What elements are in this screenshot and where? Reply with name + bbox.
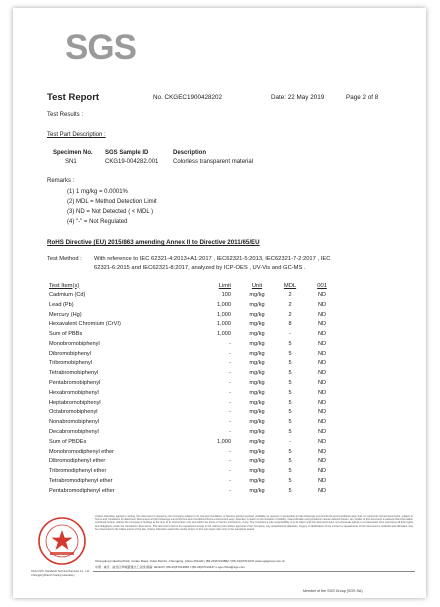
header-test-items: Test Item(s) — [49, 282, 80, 289]
footer-divider — [93, 571, 415, 572]
result-value: ND — [317, 458, 327, 465]
mdl-value: - — [289, 438, 291, 445]
unit-value: mg/kg — [249, 340, 265, 347]
test-item-name: Dibromodiphenyl ether — [49, 458, 106, 465]
limit-value: - — [229, 428, 231, 435]
mdl-value: 2 — [288, 301, 292, 308]
test-item-name: Sum of PBDEs — [49, 438, 87, 445]
unit-value: mg/kg — [249, 477, 265, 484]
test-item-name: Dibromobiphenyl — [49, 350, 91, 357]
limit-value: 100 — [221, 292, 231, 298]
result-value: ND — [317, 311, 327, 318]
results-row — [49, 467, 339, 477]
description-value: Colorless transparent material — [173, 159, 254, 165]
page-number: Page 2 of 8 — [346, 94, 379, 101]
unit-value: mg/kg — [249, 321, 265, 328]
test-item-name: Hexavalent Chromium (CrVI) — [49, 321, 121, 328]
mdl-value: 5 — [288, 458, 292, 465]
remark-item: (2) MDL = Method Detection Limit — [67, 199, 157, 205]
test-item-name: Hexabromobiphenyl — [49, 389, 99, 396]
header-mdl: MDL — [283, 282, 297, 289]
contact-address-en: Chongqing Industrial Park, Cuitao Road, Yubei District, Chongqing, China 401120 t (86-23)67013882 f (86-23)67013247 www.sgsgroup.com.cn — [95, 559, 286, 563]
mdl-value: 5 — [288, 340, 292, 347]
seal-stamp — [36, 515, 88, 567]
test-item-name: Cadmium (Cd) — [49, 292, 86, 298]
test-item-name: Heptabromobiphenyl — [49, 399, 101, 406]
mdl-value: 5 — [288, 350, 292, 357]
test-item-name: Pentabromobiphenyl — [49, 380, 101, 387]
limit-value: - — [229, 340, 231, 347]
limit-value: - — [229, 477, 231, 484]
results-row — [49, 448, 339, 458]
mdl-value: 8 — [288, 321, 292, 328]
test-item-name: Mercury (Hg) — [49, 311, 82, 318]
results-header-row — [49, 280, 339, 291]
test-item-name: Monobromodiphenyl ether — [49, 448, 114, 455]
results-row — [49, 359, 339, 369]
results-row — [49, 408, 339, 418]
unit-value: mg/kg — [249, 301, 265, 308]
result-value: ND — [317, 350, 327, 357]
mdl-value: 2 — [288, 292, 292, 298]
limit-value: - — [229, 360, 231, 367]
test-item-name: Pentabromodiphenyl ether — [49, 487, 115, 494]
lab-name-cn: Chongqing Branch Testing Laboratory — [31, 574, 75, 577]
mdl-value: 5 — [288, 399, 292, 406]
mdl-value: 5 — [288, 468, 292, 475]
results-row — [49, 301, 339, 311]
result-value: ND — [317, 292, 327, 298]
sample-id-value: CKG19-004282.001 — [105, 159, 159, 165]
result-value: ND — [317, 448, 327, 455]
test-item-name: Monobromobiphenyl — [49, 340, 100, 347]
header-unit: Unit — [251, 282, 263, 289]
mdl-value: 5 — [288, 409, 292, 416]
method-label: Test Method : — [47, 256, 82, 262]
unit-value: mg/kg — [249, 409, 265, 416]
test-item-name: Tetrabromodiphenyl ether — [49, 477, 113, 484]
unit-value: mg/kg — [249, 360, 265, 367]
limit-value: - — [229, 380, 231, 387]
limit-value: - — [229, 487, 231, 494]
directive-title: RoHS Directive (EU) 2015/863 amending Annex II to Directive 2011/65/EU — [47, 239, 260, 246]
remark-item: (4) "-" = Not Regulated — [67, 219, 128, 225]
header-limit: Limit — [218, 282, 231, 289]
sgs-logo — [63, 26, 136, 67]
header-sample-001: 001 — [317, 282, 327, 289]
result-value: ND — [317, 409, 327, 416]
unit-value: mg/kg — [249, 428, 265, 435]
results-row — [49, 477, 339, 487]
result-value: ND — [317, 419, 327, 426]
result-value: ND — [317, 301, 327, 308]
unit-value: mg/kg — [249, 399, 265, 406]
results-row — [49, 291, 339, 301]
limit-value: 1,000 — [217, 311, 231, 318]
limit-value: 1,000 — [217, 438, 231, 445]
result-value: ND — [317, 321, 327, 328]
limit-value: - — [229, 370, 231, 377]
results-row — [49, 311, 339, 321]
remark-item: (3) ND = Not Detected ( < MDL ) — [67, 209, 154, 215]
result-value: ND — [317, 428, 327, 435]
method-line-1: With reference to IEC 62321-4:2013+A1:2017 , IEC62321-5:2013, IEC62321-7-2:2017 , IEC — [94, 256, 331, 262]
results-row — [49, 340, 339, 350]
report-number: No. CKGEC1900428202 — [153, 94, 222, 101]
result-value: ND — [317, 477, 327, 484]
mdl-value: 5 — [288, 370, 292, 377]
report-date: Date: 22 May 2019 — [271, 94, 325, 101]
unit-value: mg/kg — [249, 380, 265, 387]
mdl-value: 5 — [288, 389, 292, 396]
result-value: ND — [317, 438, 327, 445]
mdl-value: 5 — [288, 487, 292, 494]
description-header: Description — [173, 150, 207, 156]
test-item-name: Octabromobiphenyl — [49, 409, 98, 416]
disclaimer-text: Unless otherwise agreed in writing, this document is issued by the Company subject to its General Conditions of Service printed overleaf, available on request or accessible at http://www.sgs.com/en/Terms-and-Conditions.aspx and, for electronic format documents, subject to Terms and Conditions for Electronic Documents at http://www.sgs.com/en/Terms-and-Conditions/Terms-e-Document.aspx. Attention is drawn to the limitation of liability, indemnification and jurisdiction issues defined therein. Any holder of this document is advised that information contained hereon reflects the Company's findings at the time of its intervention only and within the limits of Client's instructions, if any. The Company's sole responsibility is to its Client and this document does not exonerate parties to a transaction from exercising all their rights and obligations under the transaction documents. This document cannot be reproduced except in full, without prior written approval of the Company. Any unauthorized alteration, forgery or falsification of the content or appearance of this document is unlawful and offenders may be prosecuted to the fullest extent of the law. Unless otherwise stated the results shown in this test report refer only to the sample(s) tested. — [95, 515, 413, 531]
mdl-value: 5 — [288, 448, 292, 455]
test-item-name: Tribromobiphenyl — [49, 360, 93, 367]
test-item-name: Tetrabromobiphenyl — [49, 370, 99, 377]
result-value: ND — [317, 370, 327, 377]
sample-id-header: SGS Sample ID — [105, 150, 149, 156]
results-row — [49, 399, 339, 409]
remark-item: (1) 1 mg/kg = 0.0001% — [67, 189, 128, 195]
result-value: ND — [317, 360, 327, 367]
unit-value: mg/kg — [249, 350, 265, 357]
limit-value: - — [229, 468, 231, 475]
test-results-label: Test Results : — [47, 112, 84, 118]
mdl-value: 5 — [288, 380, 292, 387]
limit-value: 1,000 — [217, 321, 231, 328]
result-value: ND — [317, 399, 327, 406]
result-value: ND — [317, 468, 327, 475]
specimen-no-header: Specimen No. — [53, 150, 93, 156]
results-row — [49, 330, 339, 340]
limit-value: - — [229, 448, 231, 455]
unit-value: mg/kg — [249, 448, 265, 455]
mdl-value: 5 — [288, 477, 292, 484]
results-row — [49, 418, 339, 428]
result-value: ND — [317, 380, 327, 387]
limit-value: 1,000 — [217, 331, 231, 338]
results-row — [49, 457, 339, 467]
report-title: Test Report — [47, 92, 100, 103]
test-item-name: Sum of PBBs — [49, 331, 83, 338]
limit-value: - — [229, 389, 231, 396]
member-statement: Member of the SGS Group (SGS SA) — [303, 589, 363, 593]
unit-value: mg/kg — [249, 438, 265, 445]
limit-value: - — [229, 419, 231, 426]
results-row — [49, 389, 339, 399]
result-value: ND — [317, 340, 327, 347]
remarks-label: Remarks : — [47, 178, 75, 184]
unit-value: mg/kg — [249, 468, 265, 475]
unit-value: mg/kg — [249, 331, 265, 338]
results-row — [49, 350, 339, 360]
test-item-name: Lead (Pb) — [49, 301, 74, 308]
limit-value: - — [229, 350, 231, 357]
limit-value: - — [229, 458, 231, 465]
results-table — [49, 280, 339, 496]
results-row — [49, 487, 339, 497]
test-item-name: Nonabromobiphenyl — [49, 419, 100, 426]
limit-value: - — [229, 409, 231, 416]
results-row — [49, 369, 339, 379]
results-row — [49, 438, 339, 448]
results-row — [49, 379, 339, 389]
test-item-name: Decabromobiphenyl — [49, 428, 99, 435]
contact-address-cn: 中国 · 重庆 · 渝北区翠桃路通达工业园 邮编: 401120 t (86-23)67013882 f (86-23)67013247 e sgs.china@sgs.com — [95, 565, 245, 569]
unit-value: mg/kg — [249, 389, 265, 396]
unit-value: mg/kg — [249, 292, 265, 298]
method-line-2: 62321-6:2015 and IEC62321-8:2017, analyzed by ICP-OES , UV-Vis and GC-MS . — [94, 265, 306, 271]
limit-value: 1,000 — [217, 301, 231, 308]
unit-value: mg/kg — [249, 311, 265, 318]
test-part-label: Test Part Description : — [47, 132, 106, 138]
result-value: ND — [317, 389, 327, 396]
test-item-name: Tribromodiphenyl ether — [49, 468, 107, 475]
result-value: ND — [317, 487, 327, 494]
mdl-value: 5 — [288, 360, 292, 367]
report-page — [13, 8, 426, 598]
unit-value: mg/kg — [249, 370, 265, 377]
unit-value: mg/kg — [249, 458, 265, 465]
results-row — [49, 320, 339, 330]
specimen-no-value: SN1 — [65, 159, 77, 165]
sgs-logo-text: SGS — [65, 28, 136, 67]
results-row — [49, 428, 339, 438]
limit-value: - — [229, 399, 231, 406]
mdl-value: 5 — [288, 428, 292, 435]
result-value: ND — [317, 331, 327, 338]
unit-value: mg/kg — [249, 487, 265, 494]
mdl-value: - — [289, 331, 291, 338]
unit-value: mg/kg — [249, 419, 265, 426]
lab-name-en: SGS-CSTC Standards Technical Services Co., Ltd. — [31, 570, 90, 573]
mdl-value: 5 — [288, 419, 292, 426]
mdl-value: 2 — [288, 311, 292, 318]
